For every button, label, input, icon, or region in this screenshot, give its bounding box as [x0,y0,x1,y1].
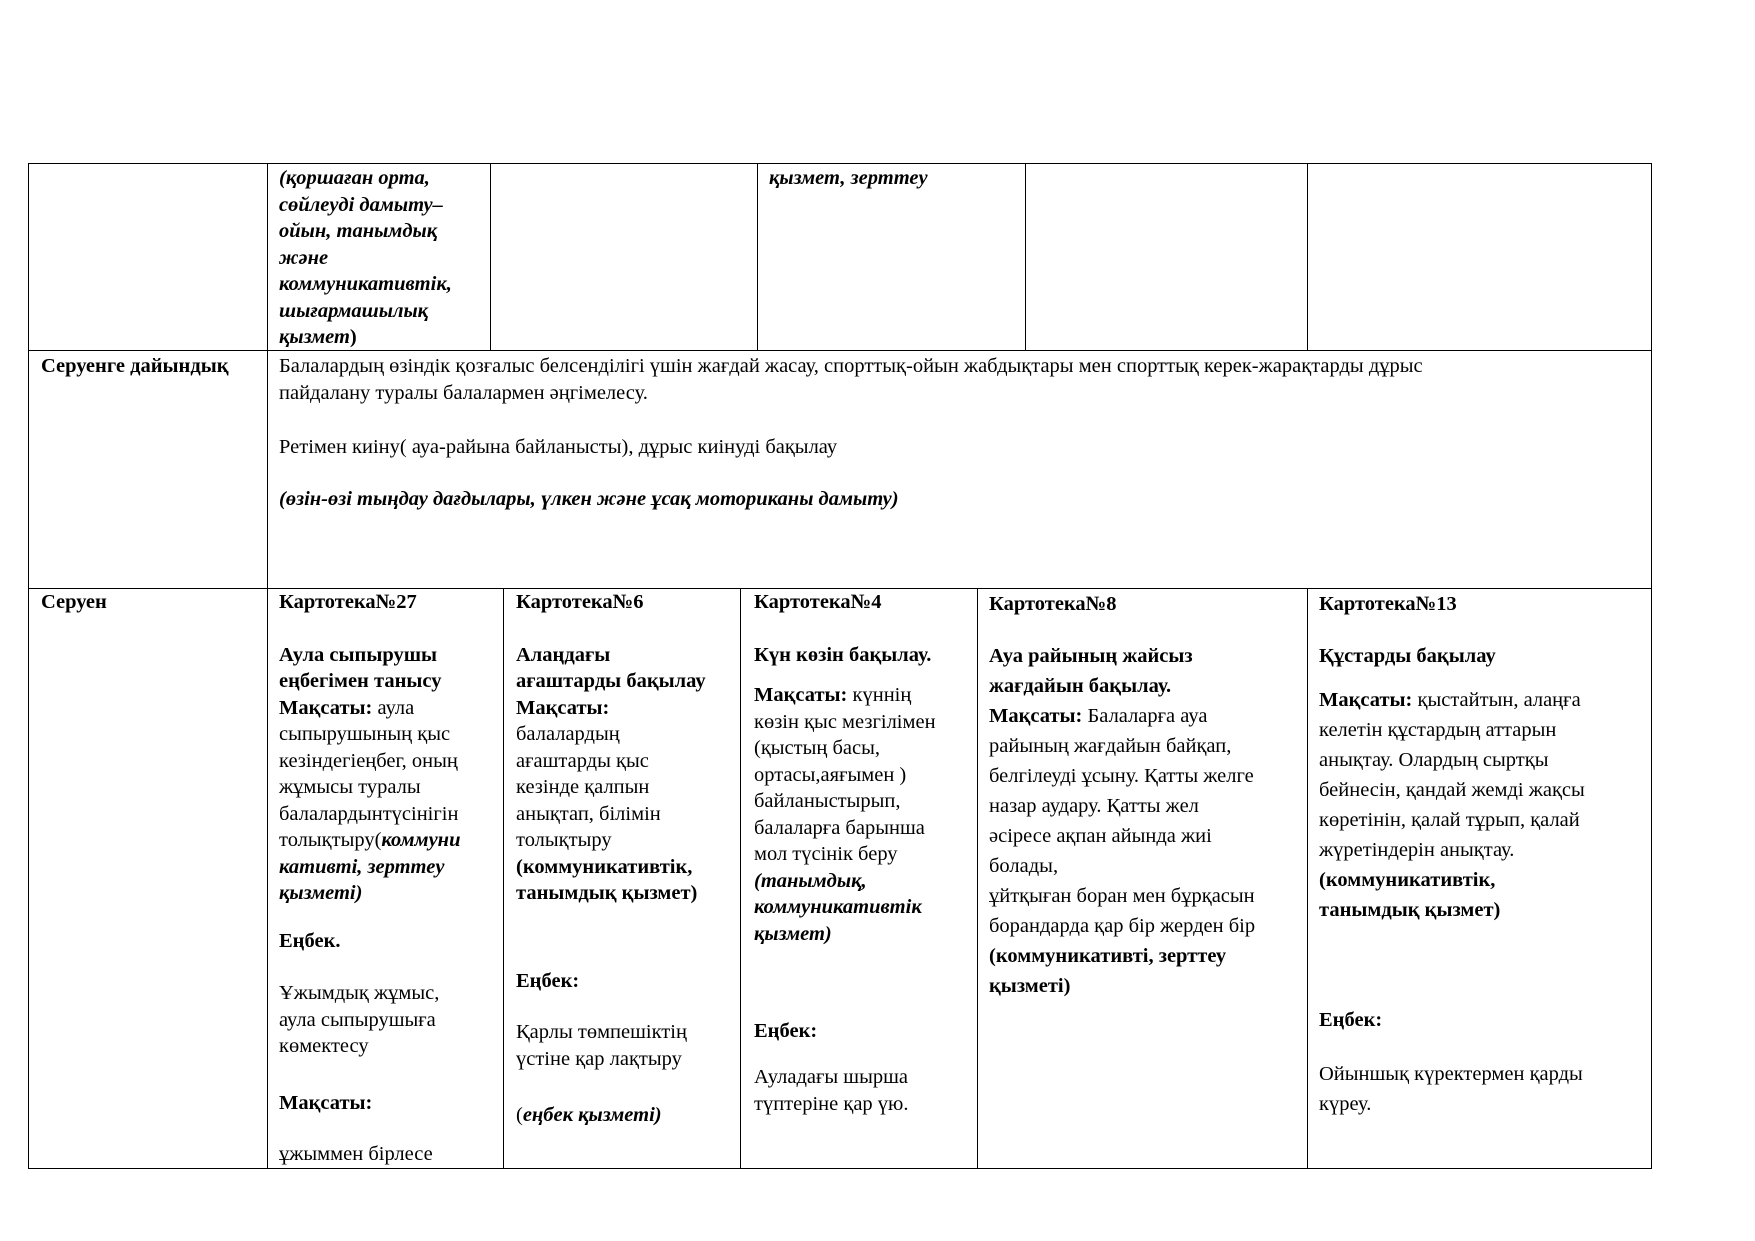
row1-divider-a [490,163,491,351]
row1-cell1-text: (қоршаған орта, сөйлеуді дамыту– ойын, танымдық және коммуникативтік, шығармашылық қызмет) [279,167,452,348]
row3-col1-goal2-text: ұжыммен бірлесе [279,1143,433,1165]
row2-label: Серуенге дайындық [41,355,229,377]
row3-col1-labor-heading: Еңбек. [279,930,341,952]
row3-col2-labor-note: (еңбек қызметі) [516,1104,662,1126]
row3-col5-labor-text: Ойыншық күректермен қарды күреу. [1319,1063,1583,1115]
row3-col1-goal2-heading: Мақсаты: [279,1092,373,1114]
row3-col2: Картотека№6 Алаңдағы ағаштарды бақылау Мақсаты: балалардың ағаштарды қыс кезінде қалпын анықтап, білімін толықтыру (коммуникативтік, танымдық қызмет) [516,591,706,904]
row3-col3-labor-heading: Еңбек: [754,1020,818,1042]
row3-label: Серуен [41,591,107,613]
row3-col3: Картотека№4 Күн көзін бақылау. Мақсаты: күннің көзін қыс мезгілімен (қыстың басы, ортасы,аяғымен ) байланыстырып, балаларға барынша мол түсінік беру (танымдық, коммуникативтік қызмет) [754,591,936,945]
row3-col2-labor-heading: Еңбек: [516,970,580,992]
row3-col5-labor-heading: Еңбек: [1319,1009,1383,1031]
row3-col1-labor-text: Ұжымдық жұмыс, аула сыпырушыға көмектесу [279,982,440,1057]
table-border-top [28,163,1652,164]
row3-divider-a [503,588,504,1169]
row3-col1: Картотека№27 Аула сыпырушы еңбегімен танысу Мақсаты: аула сыпырушының қыс кезіндегіеңбег, оның жұмысы туралы балалардынтүсінігін толықтыру(коммуни кативті, зерттеу қызметі) [279,591,461,904]
row-divider-1 [28,350,1652,351]
row3-col4: Картотека№8 Ауа райының жайсыз жағдайын бақылау. Мақсаты: Балаларға ауа райының жағдайын байқап, белгілеуді ұсыну. Қатты желге назар аудару. Қатты жел әсіресе ақпан айында жиі болады, ұйтқыған боран мен бұрқасын борандарда қар бір жерден бір (коммуникативті, зерттеу қызметі) [989,593,1256,997]
row2-paragraph-3: (өзін-өзі тыңдау дағдылары, үлкен және ұсақ моториканы дамыту) [279,488,899,510]
row2-paragraph-1: Балалардың өзіндік қозғалыс белсенділігі үшін жағдай жасау, спорттық-ойын жабдықтары мен спорттық керек-жарақтарды дұрыс пайдалану туралы балалармен әңгімелесу. [279,355,1423,404]
row3-divider-b [740,588,741,1169]
table-border-right [1651,163,1652,1169]
row3-col3-labor-text: Ауладағы шырша түптеріне қар үю. [754,1066,909,1115]
row1-cell3-text: қызмет, зерттеу [769,167,928,189]
row2-paragraph-2: Ретімен киіну( ауа-райына байланысты), дұрыс киінуді бақылау [279,436,838,458]
row1-divider-b [757,163,758,351]
row3-col2-labor-text: Қарлы төмпешіктің үстіне қар лақтыру [516,1021,687,1070]
column-divider-label [267,163,268,1169]
row1-divider-d [1307,163,1308,351]
row3-col5: Картотека№13 Құстарды бақылау Мақсаты: қыстайтын, алаңға келетін құстардың аттарын анықтау. Олардың сыртқы бейнесін, қандай жемді жақсы көретінін, қалай тұрып, қалай жүретіндерін анықтау. (коммуникативтік, танымдық қызмет) [1319,593,1585,921]
row1-divider-c [1025,163,1026,351]
table-border-left [28,163,29,1169]
row3-divider-c [977,588,978,1169]
table-border-bottom [28,1168,1652,1169]
row3-divider-d [1307,588,1308,1169]
